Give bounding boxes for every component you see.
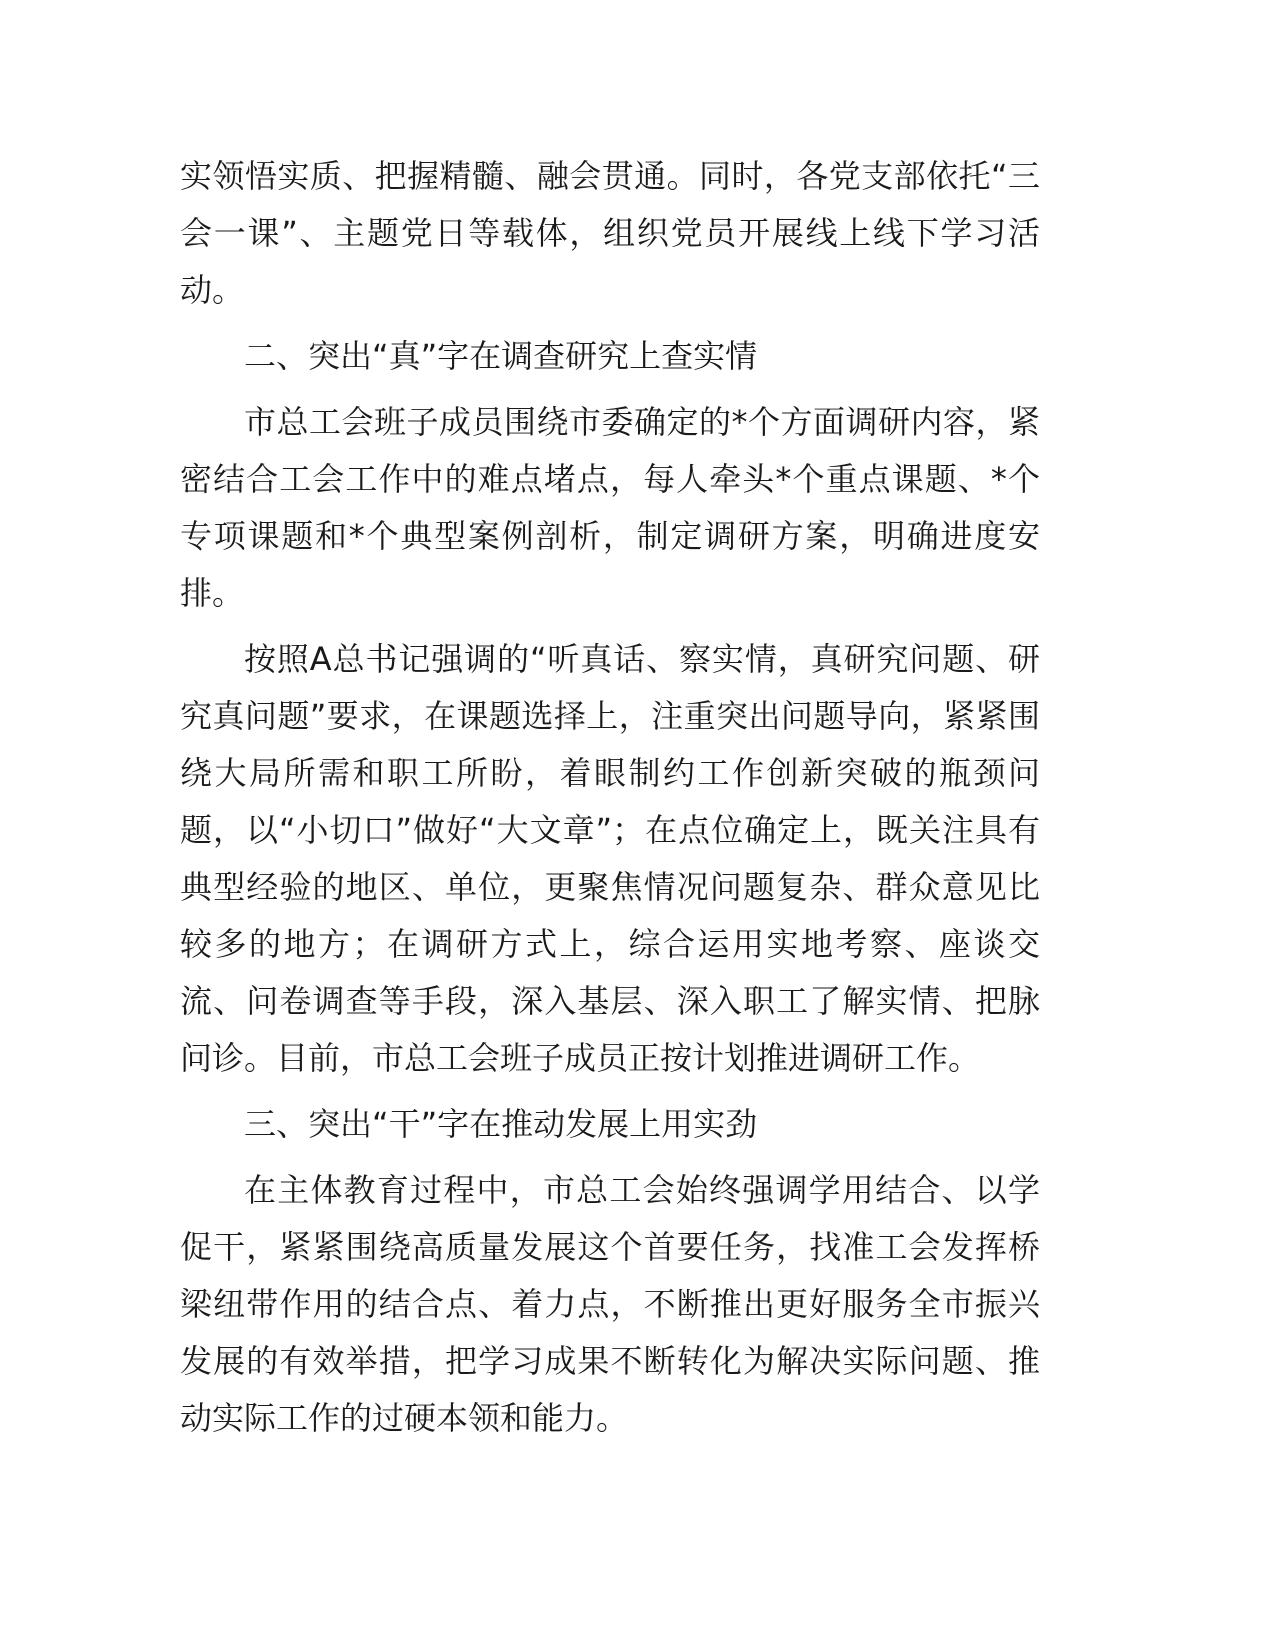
section-heading-3: 三、突出“干”字在推动发展上用实劲 bbox=[244, 1105, 758, 1143]
section-heading-2: 二、突出“真”字在调查研究上查实情 bbox=[244, 337, 758, 375]
paragraph: 市总工会班子成员围绕市委确定的*个方面调研内容，紧密结合工会工作中的难点堵点，每人牵头*个重点课题、*个专项课题和*个典型案例剖析，制定调研方案，明确进度安排。 bbox=[180, 403, 1040, 612]
paragraph: 在主体教育过程中，市总工会始终强调学用结合、以学促干，紧紧围绕高质量发展这个首要任务，找准工会发挥桥梁纽带作用的结合点、着力点，不断推出更好服务全市振兴发展的有效举措，把学习成果不断转化为解决实际问题、推动实际工作的过硬本领和能力。 bbox=[180, 1171, 1040, 1437]
paragraph: 按照A总书记强调的“听真话、察实情，真研究问题、研究真问题”要求，在课题选择上，注重突出问题导向，紧紧围绕大局所需和职工所盼，着眼制约工作创新突破的瓶颈问题，以“小切口”做好“大文章”；在点位确定上，既关注具有典型经验的地区、单位，更聚焦情况问题复杂、群众意见比较多的地方；在调研方式上，综合运用实地考察、座谈交流、问卷调查等手段，深入基层、深入职工了解实情、把脉问诊。目前，市总工会班子成员正按计划推进调研工作。 bbox=[180, 640, 1040, 1077]
document-body bbox=[180, 148, 1040, 1456]
paragraph-continuation: 实领悟实质、把握精髓、融会贯通。同时，各党支部依托“三会一课”、主题党日等载体，组织党员开展线上线下学习活动。 bbox=[180, 157, 1040, 309]
